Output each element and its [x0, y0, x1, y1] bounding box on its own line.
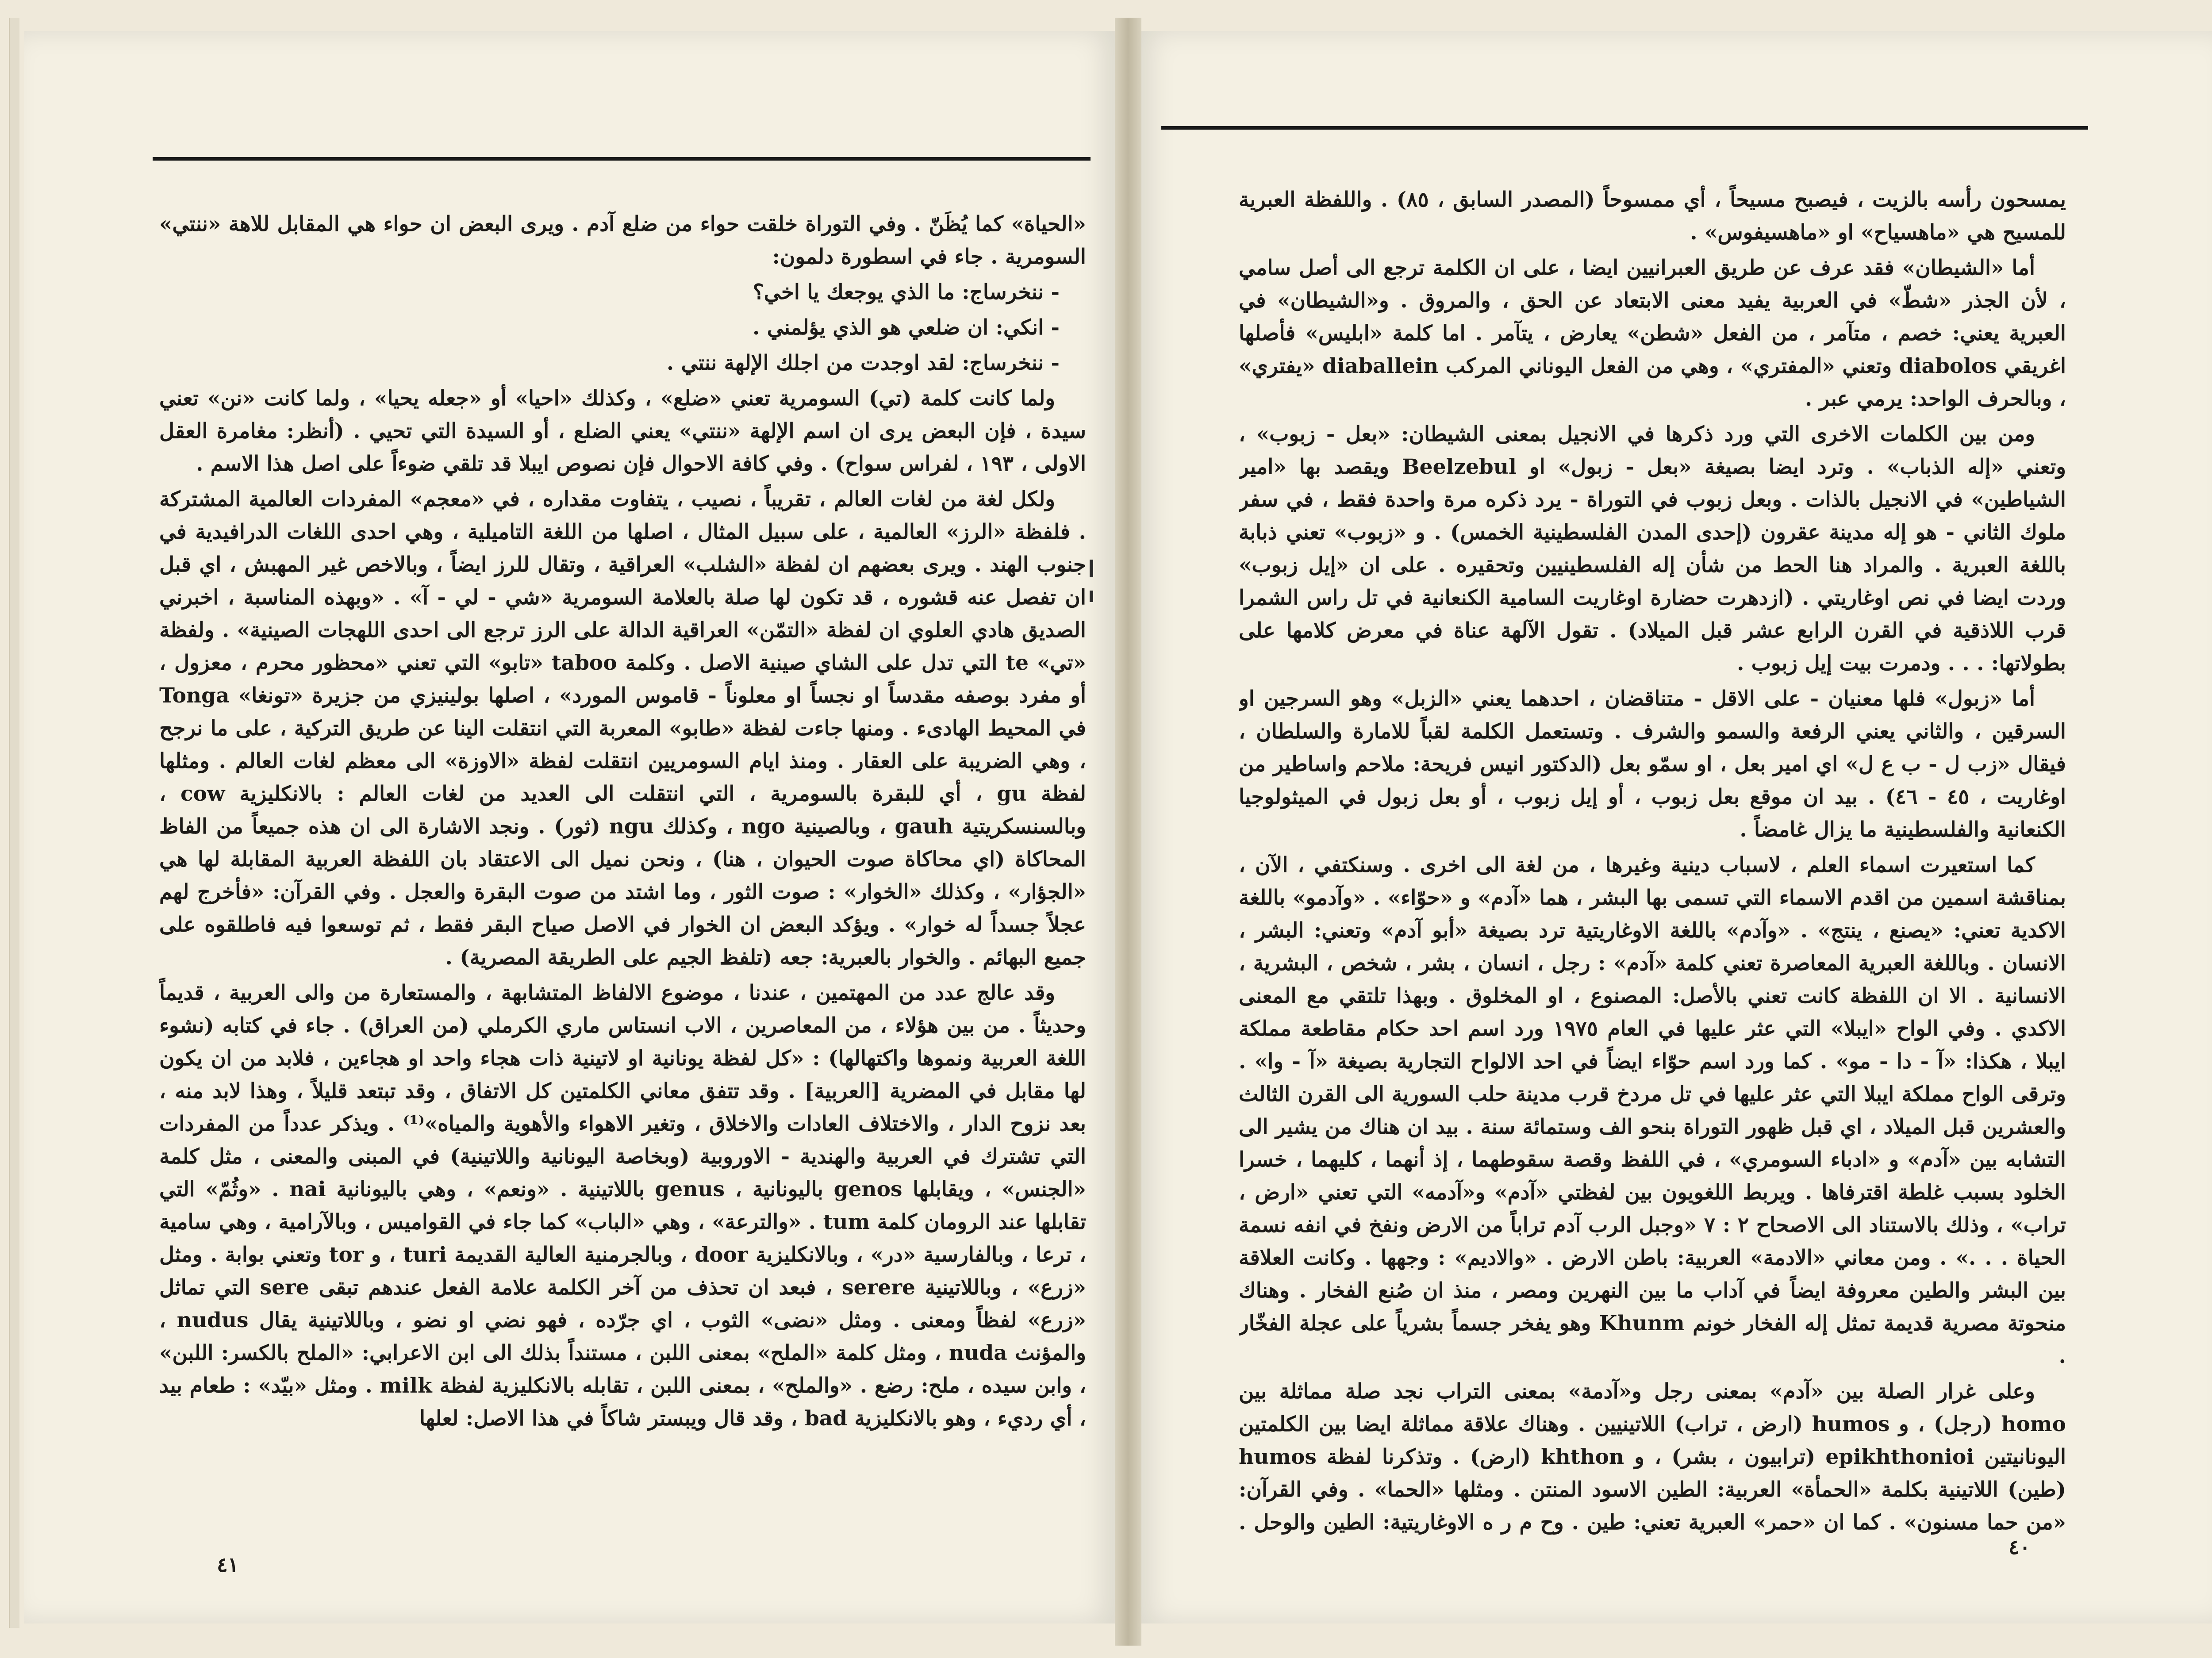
left-header-rule — [153, 157, 1091, 161]
paragraph: ولكل لغة من لغات العالم ، تقريباً ، نصيب ، يتفاوت مقداره ، في «معجم» المفردات العالمية المشتركة . فلفظة «الرز» العالمية ، على سبيل المثال ، اصلها من اللغة التاميلية ، وهي احدى اللغات الدرافيدية في جنوب الهند . ويرى بعضهم ان لفظة «الشلب» العراقية ، وتقال للرز ايضاً ، وبالاخص غير المهبش ، اي قبل ان تفصل عنه قشوره ، قد تكون لها صلة بالعلامة السومرية «شي - لي - آ» . «وبهذه المناسبة ، اخبرني الصديق هادي العلوي ان لفظة «التمّن» العراقية الدالة على الرز ترجع الى احدى اللهجات الصينية» . ولفظة «تي» te التي تدل على الشاي صينية الاصل . وكلمة taboo «تابو» التي تعني «محظور محرم ، معزول ، أو مفرد بوصفه مقدساً او نجساً او معلوناً - قاموس المورد» ، اصلها بولينيزي من جزيرة «تونغا» Tonga في المحيط الهادىء . ومنها جاءت لفظة «طابو» المعربة التي انتقلت الينا عن طريق التركية ، على ما نرجح ، وهي الضريبة على العقار . ومنذ ايام السومريين انتقلت لفظة «الاوزة» الى معظم لغات العالم . ومثلها لفظة gu ، أي للبقرة بالسومرية ، التي انتقلت الى العديد من لغات العالم : بالانكليزية cow ، وبالسنسكريتية gauh ، وبالصينية ngo ، وكذلك ngu (ثور) . ونجد الاشارة الى ان هذه جميعاً من الفاظ المحاكاة (اي محاكاة صوت الحيوان ، هنا) ، ونحن نميل الى الاعتقاد بان اللفظة العربية المقابلة لها هي «الجؤار» ، وكذلك «الخوار» : صوت الثور ، وما اشتد من صوت البقرة والعجل . وفي القرآن: «فأخرج لهم عجلاً جسداً له خوار» . ويؤكد البعض ان الخوار في الاصل صياح البقر فقط ، ثم توسعوا فيه فاطلقوه على جميع البهائم . والخوار بالعبرية: جعه (تلفظ الجيم على الطريقة المصرية) . — [159, 487, 1086, 970]
page-number-left: ٤١ — [217, 1553, 239, 1577]
paragraph: وعلى غرار الصلة بين «آدم» بمعنى رجل و«آدمة» بمعنى التراب نجد صلة مماثلة بين homo (رجل) ، و humos (ارض ، تراب) اللاتينيين . وهناك علاقة مماثلة ايضا بين الكلمتين اليونانيتين epikhthonioi (ترابيون ، بشر) ، و khthon (ارض) . وتذكرنا لفظة humos (طين) اللاتينية بكلمة «الحمأة» العربية: الطين الاسود المنتن . ومثلها «الحما» . وفي القرآن: «من حما مسنون» . كما ان «حمر» العبرية تعني: طين . وح م ر ه الاوغاريتية: الطين والوحل . — [1239, 1379, 2066, 1535]
right-header-rule — [1161, 126, 2088, 130]
page-number-right: ٤٠ — [2008, 1535, 2031, 1559]
paragraph: أما «زبول» فلها معنيان - على الاقل - متناقضان ، احدهما يعني «الزبل» وهو السرجين او السرقين ، والثاني يعني الرفعة والسمو والشرف . وتستعمل الكلمة لقباً للامارة والسلطان ، فيقال «زب ل - ب ع ل» اي امير بعل ، او سمّو بعل (الدكتور انيس فريحة: ملاحم واساطير من اوغاريت ، ٤٥ - ٤٦) . بيد ان موقع بعل زبوب ، أو إيل زبوب ، أو بعل زبول في الميثولوجيا الكنعانية والفلسطينية ما يزال غامضاً . — [1239, 687, 2066, 842]
left-page-body — [159, 208, 1086, 1513]
paragraph: يمسحون رأسه بالزيت ، فيصبح مسيحاً ، أي ممسوحاً (المصدر السابق ، ٨٥) . واللفظة العبرية للمسيح هي «ماهسياح» او «ماهسيفوس» . — [1239, 188, 2066, 245]
paragraph: أما «الشيطان» فقد عرف عن طريق العبرانيين ايضا ، على ان الكلمة ترجع الى أصل سامي ، لأن الجذر «شطّ» في العربية يفيد معنى الابتعاد عن الحق ، والمروق . و«الشيطان» في العبرية يعني: خصم ، متآمر ، من الفعل «شطن» يعارض ، يتآمر . اما كلمة «ابليس» فأصلها اغريقي diabolos وتعني «المفتري» ، وهي من الفعل اليوناني المركب diaballein «يفتري» ، وبالحرف الواحد: يرمي عبر . — [1239, 256, 2066, 411]
right-page-body — [1239, 184, 2066, 1537]
paragraph: «الحياة» كما يُظَنّ . وفي التوراة خلقت حواء من ضلع آدم . ويرى البعض ان حواء هي المقابل للاهة «ننتي» السومرية . جاء في اسطورة دلمون: — [159, 212, 1086, 269]
margin-mark — [1090, 591, 1093, 602]
dialogue-line: - ننخرساج: لقد اوجدت من اجلك الإلهة ننتي . — [666, 351, 1060, 375]
page-edge-left — [9, 18, 19, 1628]
paragraph: كما استعيرت اسماء العلم ، لاسباب دينية وغيرها ، من لغة الى اخرى . وسنكتفي ، الآن ، بمناقشة اسمين من اقدم الاسماء التي تسمى بها البشر ، هما «آدم» و «حوّاء» . «وآدمو» باللغة الاكدية تعني: «يصنع ، ينتج» . «وآدم» باللغة الاوغاريتية ترد بصيغة «أبو آدم» وتعني: البشر ، الانسان . وباللغة العبرية المعاصرة تعني كلمة «آدم» : رجل ، انسان ، بشر ، شخص ، البشرية ، الانسانية . الا ان اللفظة كانت تعني بالأصل: المصنوع ، او المخلوق . وبهذا تلتقي مع المعنى الاكدي . وفي الواح «ايبلا» التي عثر عليها في العام ١٩٧٥ ورد اسم احد حكام مقاطعة مملكة ايبلا ، هكذا: «آ - دا - مو» . كما ورد اسم حوّاء ايضاً في احد الالواح التجارية بصيغة «آ - وا» . وترقى الواح مملكة ايبلا التي عثر عليها في تل مردخ قرب مدينة حلب السورية الى القرن الثالث والعشرين قبل الميلاد ، اي قبل ظهور التوراة بنحو الف وستمائة سنة . بيد ان هناك من يشير الى التشابه بين «آدم» و «ادباء السومري» ، في اللفظ وقصة سقوطهما ، إذ أنهما ، كليهما ، خسرا الخلود بسبب غلطة اقترفاها . ويربط اللغويون بين لفظتي «آدم» و«آدمه» التي تعني «ارض ، تراب» ، وذلك بالاستناد الى الاصحاح ٢ : ٧ «وجبل الرب آدم تراباً من الارض ونفخ في انفه نسمة الحياة . . .» . ومن معاني «الادمة» العربية: باطن الارض . «والاديم» : وجهها . وكانت العلاقة بين البشر والطين معروفة ايضاً في آداب ما بين النهرين ومصر ، منذ ان صُنع الفخار . وهناك منحوتة مصرية قديمة تمثل إله الفخار خونم Khunm وهو يفخر جسماً بشرياً على عجلة الفخّار . — [1239, 853, 2066, 1368]
margin-mark — [1090, 560, 1093, 577]
book-gutter — [1115, 18, 1141, 1646]
dialogue-line: - انكي: ان ضلعي هو الذي يؤلمني . — [752, 315, 1060, 340]
paragraph: وقد عالج عدد من المهتمين ، عندنا ، موضوع الالفاظ المتشابهة ، والمستعارة من والى العربية ، قديماً وحديثاً . من بين هؤلاء ، من المعاصرين ، الاب انستاس ماري الكرملي (من العراق) . جاء في كتابه (نشوء اللغة العربية ونموها واكتهالها) : «كل لفظة يونانية او لاتينية ذات هجاء واحد او هجاءين ، فلابد من ان يكون لها مقابل في المضرية [العربية] . وقد تتفق معاني الكلمتين كل الاتفاق ، وقد تبتعد قليلاً ، وهذا لابد منه ، بعد نزوح الدار ، والاختلاف العادات والاخلاق ، وتغير الاهواء والأهوية والمياه»⁽¹⁾ . ويذكر عدداً من المفردات التي تشترك في العربية والهندية - الاوروبية (وبخاصة اليونانية واللاتينية) في المبنى والمعنى ، مثل كلمة «الجنس» ، ويقابلها genos باليونانية ، genus باللاتينية . «ونعم» ، وهي باليونانية nai . «وثُمّ» التي تقابلها عند الرومان كلمة tum . «والترعة» ، وهي «الباب» كما جاء في القواميس ، وبالآرامية ، وهي سامية ، ترعا ، وبالفارسية «در» ، وبالانكليزية door ، وبالجرمنية العالية القديمة turi ، و tor وتعني بوابة . ومثل «زرع» ، وباللاتينية serere ، فبعد ان تحذف من آخر الكلمة علامة الفعل عندهم تبقى sere التي تماثل «زرع» لفظاً ومعنى . ومثل «نضى» الثوب ، اي جرّده ، فهو نضي او نضو ، وباللاتينية يقال nudus ، والمؤنث nuda ، ومثل كلمة «الملح» بمعنى اللبن ، مستنداً بذلك الى ابن الاعرابي: «الملح بالكسر: اللبن» ، وابن سيده ، ملح: رضع . «والملح» ، بمعنى اللبن ، تقابله بالانكليزية لفظة milk . ومثل «بيّد» : طعام بيد ، أي رديء ، وهو بالانكليزية bad ، وقد قال ويبستر شاكاً في هذا الاصل: لعلها — [159, 981, 1086, 1431]
paragraph: ومن بين الكلمات الاخرى التي ورد ذكرها في الانجيل بمعنى الشيطان: «بعل - زبوب» ، وتعني «إله الذباب» . وترد ايضا بصيغة «بعل - زبول» او Beelzebul ويقصد بها «امير الشياطين» في الانجيل بالذات . وبعل زبوب في التوراة - يرد ذكره مرة واحدة فقط ، في سفر ملوك الثاني - هو إله مدينة عقرون (إحدى المدن الفلسطينية الخمس) . و «زبوب» تعني ذبابة باللغة العبرية . والمراد هنا الحط من شأن إله الفلسطينيين وتحقيره . على ان «إيل زبوب» وردت ايضا في نص اوغاريتي . (ازدهرت حضارة اوغاريت السامية الكنعانية في تل راس الشمرا قرب اللاذقية في القرن الرابع عشر قبل الميلاد) . تقول الآلهة عناة في معرض كلامها على بطولاتها: . . . ودمرت بيت إيل زبوب . — [1239, 422, 2066, 675]
paragraph: ولما كانت كلمة (تي) السومرية تعني «ضلع» ، وكذلك «احيا» أو «جعله يحيا» ، ولما كانت «نن» تعني سيدة ، فإن البعض يرى ان اسم الإلهة «ننتي» يعني الضلع ، أو السيدة التي تحيي . (أنظر: مغامرة العقل الاولى ، ١٩٣ ، لفراس سواح) . وفي كافة الاحوال فإن نصوص ايبلا قد تلقي ضوءاً على اصل هذا الاسم . — [159, 386, 1086, 476]
dialogue-line: - ننخرساج: ما الذي يوجعك يا اخي؟ — [753, 280, 1060, 304]
